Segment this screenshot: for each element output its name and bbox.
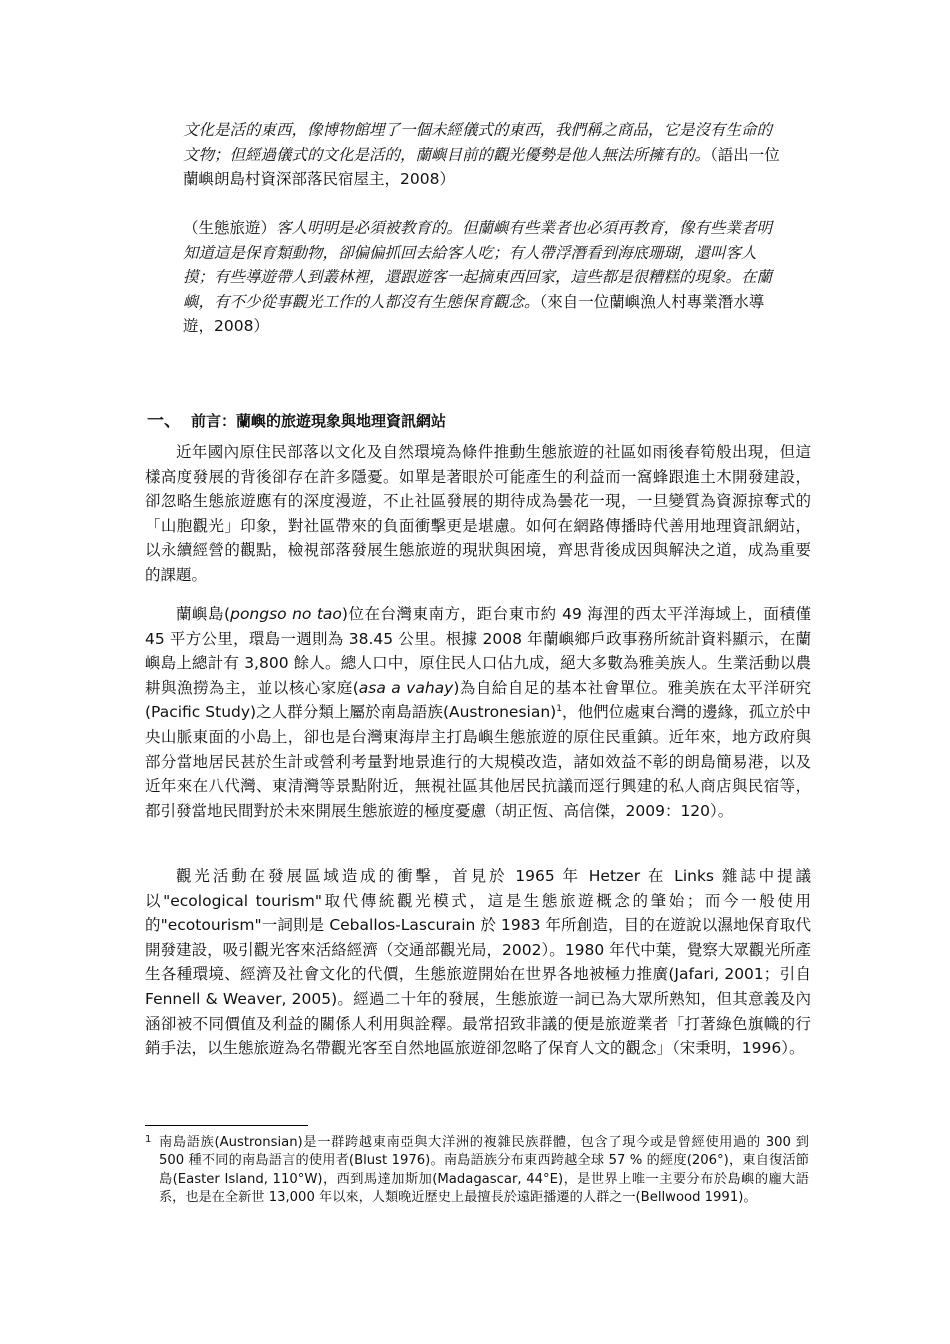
p2-part-c: )位在台灣東南方，距台東市約 49 海浬的西太平洋海域上，面積僅 45 平方公里，環島一週則為 38.45 公里。根據 2008 年蘭嶼鄉戶政事務所統計資料顯示，在蘭嶼島上總計有 3,800 餘人。總人口中，原住民人口佔九成，絕大多數為雅美族人。生業活動以農耕與漁撈為主，並以核心家庭( bbox=[145, 605, 811, 697]
paragraph-3: 觀光活動在發展區域造成的衝擊，首見於 1965 年 Hetzer 在 Links 雜誌中提議以"ecological tourism"取代傳統觀光模式，這是生態旅遊概念的肇始；而今一般使用的"ecotourism"一詞則是 Ceballos-Lascurain 於 1983 年所創造，目的在遊說以濕地保育取代開發建設，吸引觀光客來活絡經濟（交通部觀光局，2002）。1980 年代中葉，覺察大眾觀光所產生各種環境、經濟及社會文化的代價，生態旅遊開始在世界各地被極力推廣(Jafari, 2001；引自 Fennell & Weaver, 2005)。經過二十年的發展，生態旅遊一詞已為大眾所熟知，但其意義及內涵卻被不同價值及利益的關係人利用與詮釋。最常招致非議的便是旅遊業者「打著綠色旗幟的行銷手法，以生態旅遊為名帶觀光客至自然地區旅遊卻忽略了保育人文的觀念」（宋秉明，1996）。 bbox=[145, 867, 811, 1058]
quote-2-text: 客人明明是必須被教育的。但蘭嶼有些業者也必須再教育，像有些業者明知道這是保育類動物，卻偏偏抓回去給客人吃；有人帶浮潛看到海底珊瑚，還叫客人摸；有些導遊帶人到叢林裡，還跟遊客一起摘東西回家，這些都是很糟糕的現象。在蘭嶼，有不少從事觀光工作的人都沒有生態保育觀念。 bbox=[183, 219, 773, 311]
p2-part-a: 蘭嶼島( bbox=[176, 605, 231, 623]
footnote-mark: 1 bbox=[145, 1134, 152, 1145]
block-quote-2 bbox=[183, 216, 783, 339]
quote-2-source: （來自一位蘭嶼漁人村專業潛水導遊，2008） bbox=[183, 292, 765, 335]
quote-1-source: （語出一位蘭嶼朗島村資深部落民宿屋主，2008） bbox=[183, 145, 780, 188]
p2-part-e: )為自給自足的基本社會單位。雅美族在太平洋研究(Pacific Study)之人群分類上屬於南島語族(Austronesian) bbox=[145, 678, 811, 722]
footnote-divider bbox=[145, 1125, 308, 1126]
footnote-text: 南島語族(Austronsian)是一群跨越東南亞與大洋洲的複雜民族群體，包含了現今或是曾經使用過的 300 到 500 種不同的南島語言的使用者(Blust 1976)。南島語族分布東西跨越全球 57 % 的經度(206°)，東自復活節島(Easter Island, 110°W)，西到馬達加斯加(Madagascar, 44°E)，是世界上唯一主要分布於島嶼的龐大語系，也是在全新世 13,000 年以來，人類晚近歷史上最擅長於遠距播遷的人群之一(Bellwood 1991)。 bbox=[159, 1135, 809, 1206]
block-quote-1 bbox=[183, 118, 783, 192]
paragraph-2 bbox=[145, 602, 811, 823]
quote-2-prefix: （生態旅遊） bbox=[183, 219, 277, 237]
p2-term-asa: asa a vahay bbox=[358, 678, 454, 697]
p2-part-f: ，他們位處東台灣的邊緣，孤立於中央山脈東面的小島上，卻也是台灣東海岸主打島嶼生態旅遊的原住民重鎮。近年來，地方政府與部分當地居民甚於生計或營利考量對地景進行的大規模改造，諸如效益不彰的朗島簡易港，以及近年來在八代灣、東清灣等景點附近，無視社區其他居民抗議而逕行興建的私人商店與民宿等，都引發當地民間對於未來開展生態旅遊的極度憂慮（胡正恆、高信傑，2009：120）。 bbox=[145, 703, 811, 820]
footnote bbox=[145, 1134, 809, 1208]
quote-1-text: 文化是活的東西，像博物館埋了一個未經儀式的東西，我們稱之商品，它是沒有生命的文物；但經過儀式的文化是活的，蘭嶼目前的觀光優勢是他人無法所擁有的。 bbox=[183, 121, 773, 164]
p2-term-pongso: pongso no tao bbox=[230, 605, 342, 623]
footnote-ref[interactable]: 1 bbox=[556, 704, 562, 715]
paragraph-1: 近年國內原住民部落以文化及自然環境為條件推動生態旅遊的社區如雨後春筍般出現，但這樣高度發展的背後卻存在許多隱憂。如單是著眼於可能產生的利益而一窩蜂跟進土木開發建設，卻忽略生態旅遊應有的深度漫遊，不止社區發展的期待成為曇花一現，一旦變質為資源掠奪式的「山胞觀光」印象，對社區帶來的負面衝擊更是堪慮。如何在網路傳播時代善用地理資訊網站，以永續經營的觀點，檢視部落發展生態旅遊的現狀與困境，齊思背後成因與解決之道，成為重要的課題。 bbox=[145, 443, 811, 584]
section-heading bbox=[147, 406, 446, 431]
section-number: 一、 bbox=[147, 411, 181, 431]
section-title: 前言：蘭嶼的旅遊現象與地理資訊網站 bbox=[191, 412, 447, 430]
